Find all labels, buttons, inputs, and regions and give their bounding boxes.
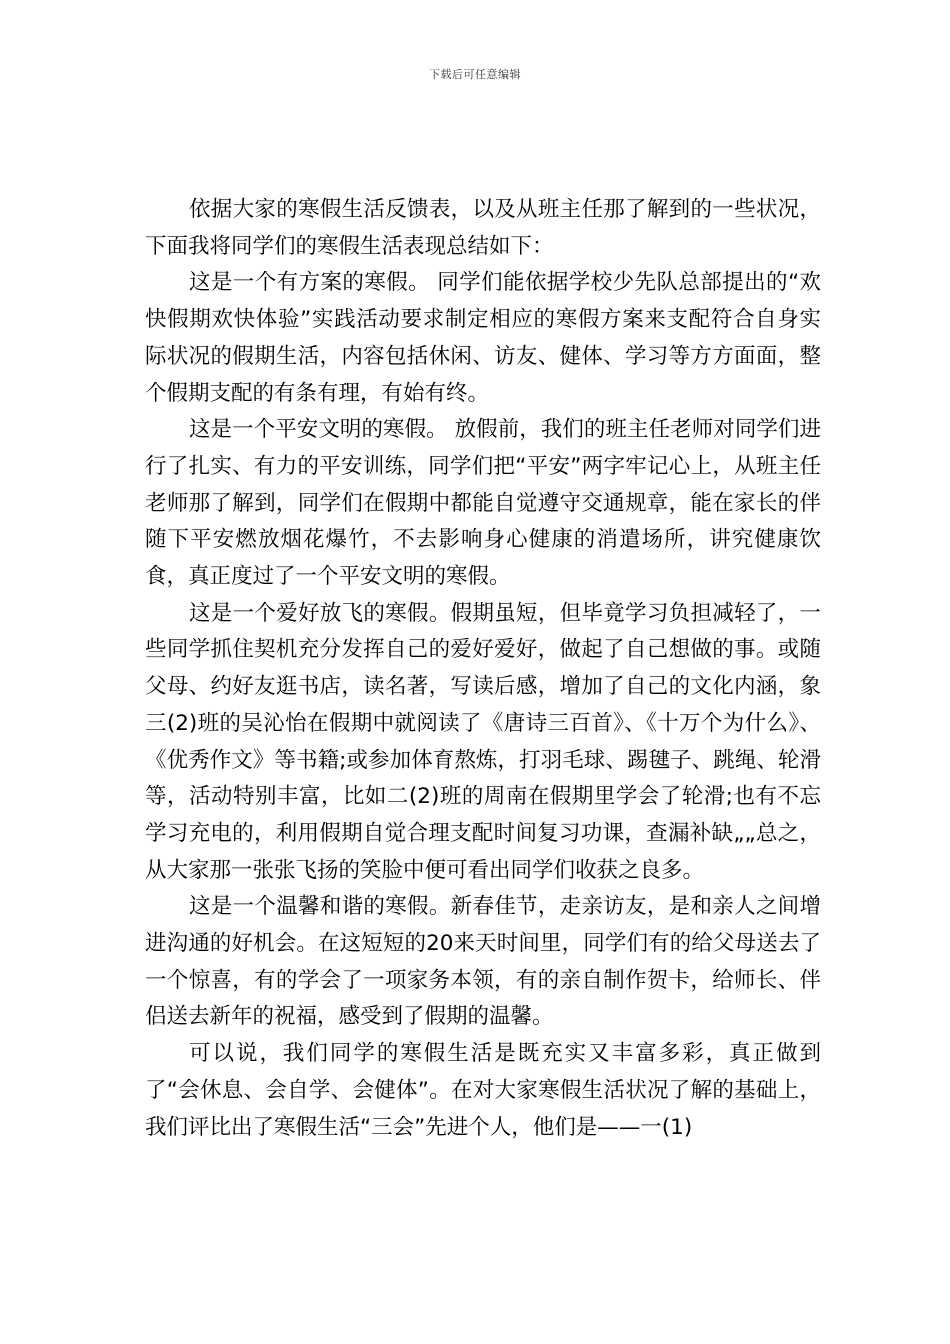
paragraph-warm-holiday: 这是一个温馨和谐的寒假。新春佳节，走亲访友，是和亲人之间增进沟通的好机会。在这短短的20来天时间里，同学们有的给父母送去了一个惊喜，有的学会了一项家务本领，有的亲自制作贺卡，给师长、伴侣送去新年的祝福，感受到了假期的温馨。 [145, 894, 821, 1030]
paragraph-intro: 依据大家的寒假生活反馈表，以及从班主任那了解到的一些状况，下面我将同学们的寒假生活表现总结如下： [145, 197, 821, 259]
paragraph-safe-holiday: 这是一个平安文明的寒假。 放假前，我们的班主任老师对同学们进行了扎实、有力的平安训练，同学们把“平安”两字牢记心上，从班主任老师那了解到，同学们在假期中都能自觉遵守交通规章，能在家长的伴随下平安燃放烟花爆竹，不去影响身心健康的消遣场所，讲究健康饮食，真正度过了一个平安文明的寒假。 [145, 417, 821, 590]
paragraph-summary: 可以说，我们同学的寒假生活是既充实又丰富多彩，真正做到了“会休息、会自学、会健体”。在对大家寒假生活状况了解的基础上，我们评比出了寒假生活“三会”先进个人，他们是——一(1) [145, 1041, 821, 1140]
paragraph-planned-holiday: 这是一个有方案的寒假。 同学们能依据学校少先队总部提出的“欢快假期欢快体验”实践活动要求制定相应的寒假方案来支配符合自身实际状况的假期生活，内容包括休闲、访友、健体、学习等方方面面，整个假期支配的有条有理，有始有终。 [145, 270, 821, 406]
document-body [145, 192, 821, 1146]
download-note: 下载后可任意编辑 [429, 68, 521, 81]
paragraph-hobby-holiday: 这是一个爱好放飞的寒假。假期虽短，但毕竟学习负担减轻了，一些同学抓住契机充分发挥自己的爱好爱好，做起了自己想做的事。或随父母、约好友逛书店，读名著，写读后感，增加了自己的文化内涵，象三(2)班的吴沁怡在假期中就阅读了《唐诗三百首》、《十万个为什么》、《优秀作文》等书籍;或参加体育熬炼，打羽毛球、踢毽子、跳绳、轮滑等，活动特别丰富，比如二(2)班的周南在假期里学会了轮滑;也有不忘学习充电的，利用假期自觉合理支配时间复习功课，查漏补缺„„总之，从大家那一张张飞扬的笑脸中便可看出同学们收获之良多。 [145, 600, 821, 883]
